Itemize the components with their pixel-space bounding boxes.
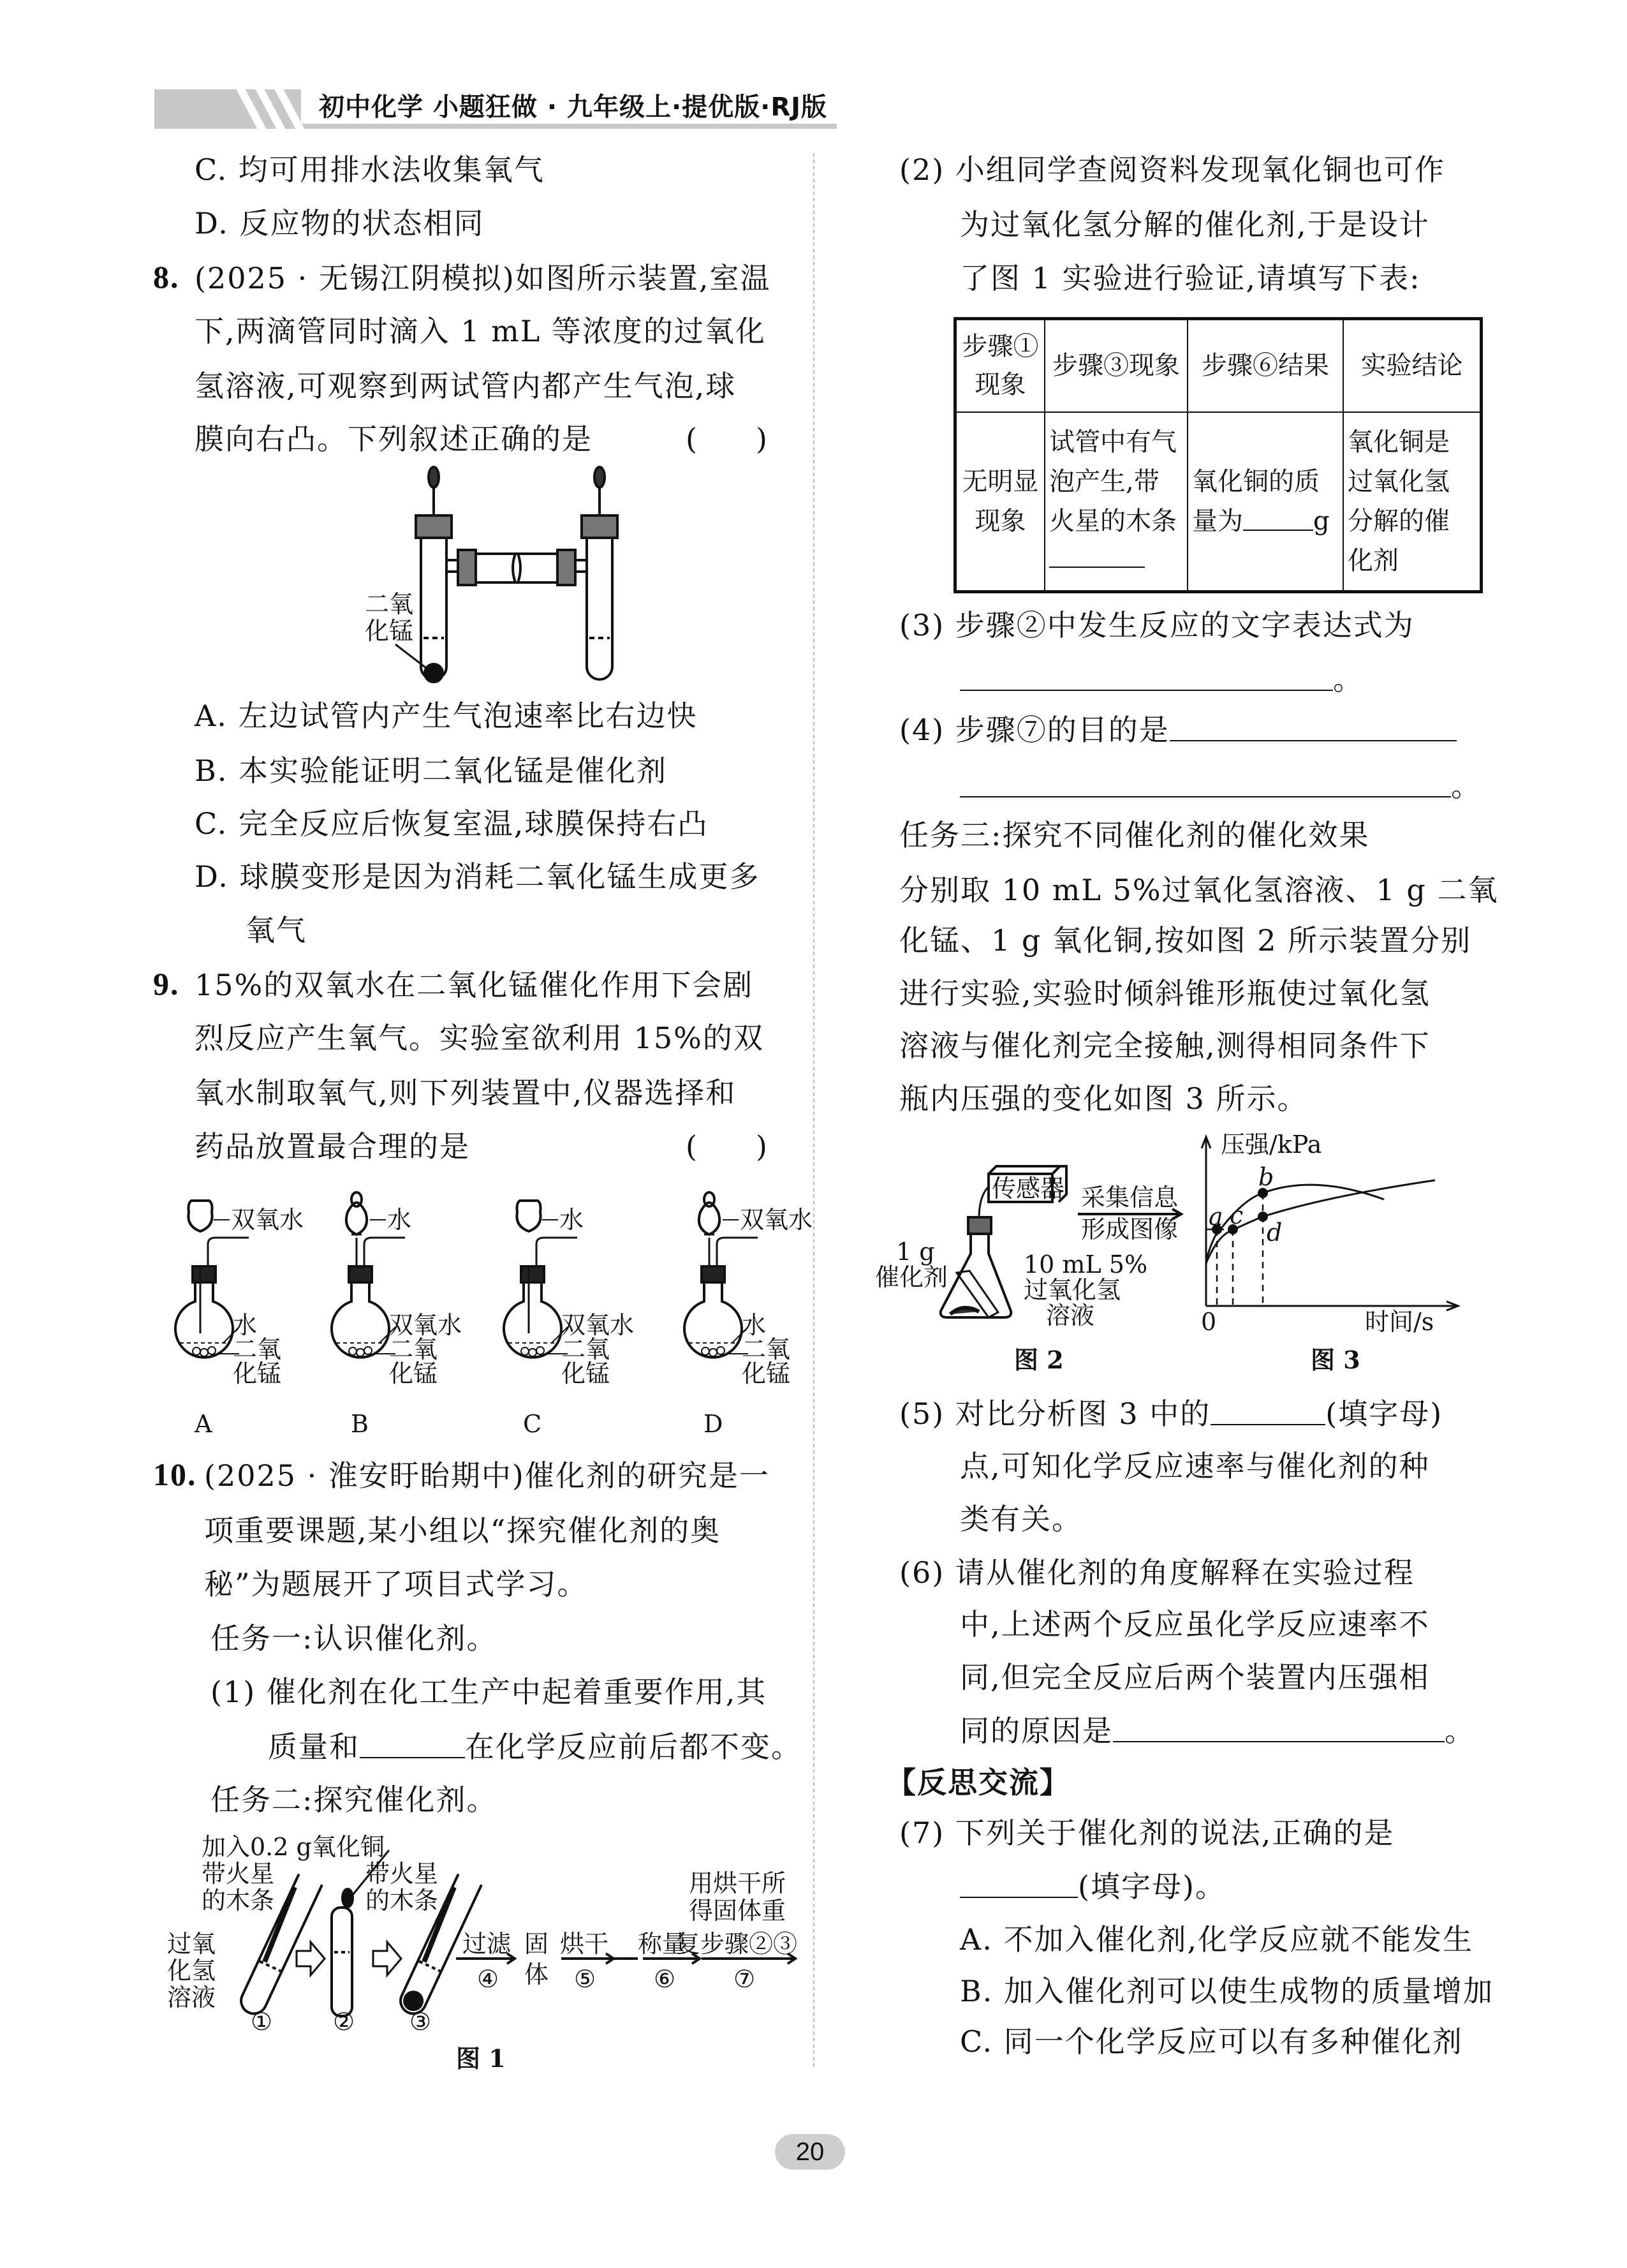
table-header: 实验结论: [1343, 319, 1482, 412]
text: 氧化铜的质: [1192, 466, 1320, 496]
flask-liquid-label: 水: [233, 1311, 258, 1339]
q9-stem-line: 烈反应产生氧气。实验室欲利用 15%的双: [195, 1021, 764, 1055]
step-number: ⑤: [574, 1965, 596, 1993]
q9-stem-line: 15%的双氧水在二氧化锰催化作用下会剧: [195, 968, 754, 1002]
text: 量为: [1192, 506, 1243, 536]
solid-label: 化锰: [561, 1360, 610, 1388]
solution-label: 10 mL 5%: [1024, 1250, 1148, 1279]
q8-stem-line: 氢溶液,可观察到两试管内都产生气泡,球: [195, 369, 737, 403]
option-letter: D: [703, 1410, 723, 1438]
q8-stem-line: (2025 · 无锡江阴模拟)如图所示装置,室温: [195, 261, 771, 295]
label-mno2: 化锰: [365, 617, 414, 645]
q10-part5-cont: 点,可知化学反应速率与催化剂的种: [960, 1449, 1430, 1483]
text: 无明显: [962, 466, 1039, 496]
arrow-label: 形成图像: [1081, 1215, 1179, 1243]
point-label-a: a: [1209, 1203, 1223, 1231]
table-header: 步骤③现象: [1045, 319, 1188, 412]
figure-1-caption: 图 1: [456, 2044, 506, 2073]
text: 分解的催: [1348, 506, 1450, 536]
step-label: 称量: [638, 1930, 687, 1958]
q8-option-c: C. 完全反应后恢复室温,球膜保持右凸: [195, 806, 709, 841]
q9-device-c: [504, 1201, 634, 1438]
repeat-label: 用烘干所: [689, 1869, 786, 1897]
text: (填字母): [1325, 1397, 1443, 1431]
solid-label: 二氧: [561, 1335, 610, 1363]
step-label: 烘干: [560, 1930, 609, 1958]
text: g: [1313, 506, 1330, 536]
origin-label: 0: [1201, 1308, 1217, 1336]
text: 化剂: [1348, 545, 1399, 575]
q9-answer-bracket: ( ): [686, 1129, 767, 1164]
q9-device-a: [175, 1201, 304, 1438]
text: 现象: [975, 370, 1026, 400]
text: 火星的木条: [1049, 506, 1177, 536]
task3-line: 分别取 10 mL 5%过氧化氢溶液、1 g 二氧: [899, 873, 1499, 907]
q8-option-b: B. 本实验能证明二氧化锰是催化剂: [195, 753, 668, 788]
task3-line: 溶液与催化剂完全接触,测得相同条件下: [899, 1028, 1431, 1063]
reflection-heading: 【反思交流】: [887, 1765, 1070, 1800]
figure-3-caption: 图 3: [1311, 1345, 1360, 1374]
label-splint: 带火星: [202, 1860, 275, 1888]
q7-option-c: C. 均可用排水法收集氧气: [195, 152, 545, 187]
text: (4) 步骤⑦的目的是: [899, 713, 1170, 747]
solid-label: 化锰: [233, 1360, 282, 1388]
x-axis-label: 时间/s: [1365, 1308, 1434, 1336]
task3-line: 瓶内压强的变化如图 3 所示。: [899, 1081, 1308, 1116]
point-label-b: b: [1258, 1163, 1274, 1191]
option-letter: B: [351, 1410, 369, 1438]
label-splint: 的木条: [365, 1886, 439, 1915]
tube-number: ②: [333, 2008, 355, 2036]
q8-option-d: D. 球膜变形是因为消耗二氧化锰生成更多: [195, 859, 760, 894]
text: 在化学反应前后都不变。: [465, 1730, 802, 1764]
option-letter: C: [523, 1410, 542, 1438]
y-axis-label: 压强/kPa: [1221, 1130, 1322, 1159]
tube-number: ①: [251, 2008, 273, 2036]
text: 。: [1451, 769, 1482, 803]
q10-stem-line: (2025 · 淮安盱眙期中)催化剂的研究是一: [204, 1458, 770, 1493]
repeat-label: 得固体重: [689, 1897, 786, 1925]
q10-part2: (2) 小组同学查阅资料发现氧化铜也可作: [899, 152, 1445, 187]
top-reagent-label: 双氧水: [740, 1206, 813, 1234]
book-title: 初中化学 小题狂做 · 九年级上·提优版·RJ版: [319, 93, 828, 122]
figure-3-pressure-graph: [1201, 1130, 1458, 1374]
q9-stem-line: 药品放置最合理的是: [195, 1129, 470, 1164]
q9-number: 9.: [153, 966, 180, 1002]
point-label-d: d: [1267, 1219, 1283, 1247]
solution-label: 溶液: [1046, 1301, 1095, 1330]
q10-part6: (6) 请从催化剂的角度解释在实验过程: [899, 1555, 1415, 1590]
q10-number: 10.: [153, 1456, 197, 1492]
task2-heading: 任务二:探究催化剂。: [210, 1783, 497, 1817]
q10-part5-cont: 类有关。: [960, 1502, 1082, 1536]
catalyst-label: 催化剂: [875, 1263, 948, 1291]
arrow-label: 采集信息: [1081, 1183, 1179, 1212]
solid-label: 化锰: [389, 1360, 438, 1388]
q10-part7-option-b: B. 加入催化剂可以使生成物的质量增加: [960, 1974, 1494, 2008]
text: 泡产生,带: [1049, 466, 1160, 496]
q8-number: 8.: [153, 259, 180, 295]
text: 同的原因是: [960, 1714, 1113, 1748]
label-h2o2: 化氢: [167, 1957, 216, 1985]
q7-option-d: D. 反应物的状态相同: [195, 206, 485, 241]
step-number: ⑥: [654, 1965, 676, 1993]
q9-stem-line: 氧水制取氧气,则下列装置中,仪器选择和: [195, 1076, 737, 1110]
solution-label: 过氧化氢: [1024, 1276, 1121, 1304]
q10-part7-option-c: C. 同一个化学反应可以有多种催化剂: [960, 2024, 1463, 2059]
page-number: 20: [775, 2134, 845, 2170]
label-add-cuo: 加入0.2 g氧化铜: [202, 1833, 385, 1861]
q10-part6-cont: 中,上述两个反应虽化学反应速率不: [960, 1607, 1430, 1642]
top-reagent-label: 水: [387, 1206, 412, 1234]
q8-option-a: A. 左边试管内产生气泡速率比右边快: [195, 699, 698, 733]
label-splint: 的木条: [202, 1886, 275, 1915]
option-letter: A: [195, 1410, 212, 1438]
flask-liquid-label: 水: [742, 1311, 767, 1339]
q10-part1: (1) 催化剂在化工生产中起着重要作用,其: [210, 1675, 767, 1709]
task3-line: 进行实验,实验时倾斜锥形瓶使过氧化氢: [899, 976, 1431, 1011]
q8-option-d-cont: 氧气: [246, 913, 307, 947]
point-label-c: c: [1230, 1201, 1244, 1229]
q8-stem-line: 膜向右凸。下列叙述正确的是: [195, 422, 593, 456]
solid-label: 固: [524, 1930, 549, 1958]
task3-heading: 任务三:探究不同催化剂的催化效果: [899, 818, 1370, 852]
figure-2-apparatus: [875, 1166, 1181, 1374]
label-mno2: 二氧: [365, 590, 414, 618]
text: 试管中有气: [1049, 427, 1177, 457]
flask-liquid-label: 双氧水: [561, 1311, 635, 1339]
catalyst-label: 1 g: [896, 1238, 935, 1266]
text: 。: [1445, 1714, 1475, 1748]
solid-label: 体: [524, 1960, 549, 1989]
task1-heading: 任务一:认识催化剂。: [210, 1621, 497, 1656]
q10-part7: (7) 下列关于催化剂的说法,正确的是: [899, 1816, 1395, 1850]
q9-device-b: [332, 1192, 462, 1438]
step-label: 过滤: [462, 1930, 512, 1958]
sensor-label: 传感器: [992, 1175, 1065, 1203]
text: 氧化铜是: [1348, 427, 1450, 457]
solid-label: 二氧: [389, 1335, 438, 1363]
q10-stem-line: 秘”为题展开了项目式学习。: [204, 1567, 588, 1601]
figure-1-experiment: [167, 1833, 797, 2073]
q10-part2-cont: 了图 1 实验进行验证,请填写下表:: [960, 261, 1421, 295]
q10-part6-cont: 同,但完全反应后两个装置内压强相: [960, 1660, 1430, 1694]
top-reagent-label: 水: [559, 1206, 584, 1234]
figure-2-caption: 图 2: [1014, 1345, 1064, 1374]
text: 过氧化氢: [1348, 466, 1450, 496]
text: 质量和: [268, 1730, 360, 1764]
q9-devices-figure: [175, 1192, 813, 1438]
q8-stem-line: 下,两滴管同时滴入 1 mL 等浓度的过氧化: [195, 314, 766, 348]
step-number: ⑦: [733, 1965, 756, 1993]
solid-label: 化锰: [742, 1360, 791, 1388]
text: (5) 对比分析图 3 中的: [899, 1397, 1211, 1431]
step-number: ④: [477, 1965, 499, 1993]
flask-liquid-label: 双氧水: [389, 1311, 462, 1339]
solid-label: 二氧: [742, 1335, 791, 1363]
q10-part2-cont: 为过氧化氢分解的催化剂,于是设计: [960, 207, 1430, 242]
task3-line: 化锰、1 g 氧化铜,按如图 2 所示装置分别: [899, 923, 1472, 958]
top-reagent-label: 双氧水: [231, 1206, 304, 1234]
label-h2o2: 过氧: [167, 1930, 216, 1958]
text: 现象: [975, 506, 1026, 536]
table-header: 步骤⑥结果: [1188, 319, 1343, 412]
solid-label: 二氧: [233, 1335, 282, 1363]
q8-apparatus-figure: [365, 467, 617, 682]
q8-answer-bracket: ( ): [686, 422, 767, 456]
text: (填字母)。: [1078, 1869, 1226, 1904]
text: 步骤①: [962, 332, 1039, 362]
step-label: 复步骤②③: [676, 1930, 798, 1958]
tube-number: ③: [409, 2008, 432, 2036]
text: 。: [1333, 662, 1364, 697]
label-h2o2: 溶液: [167, 1983, 216, 2012]
q10-part3: (3) 步骤②中发生反应的文字表达式为: [899, 608, 1415, 642]
q10-part7-option-a: A. 不加入催化剂,化学反应就不能发生: [960, 1922, 1474, 1957]
q9-device-d: [684, 1192, 813, 1438]
label-splint: 带火星: [365, 1860, 439, 1888]
q10-stem-line: 项重要课题,某小组以“探究催化剂的奥: [204, 1513, 721, 1548]
